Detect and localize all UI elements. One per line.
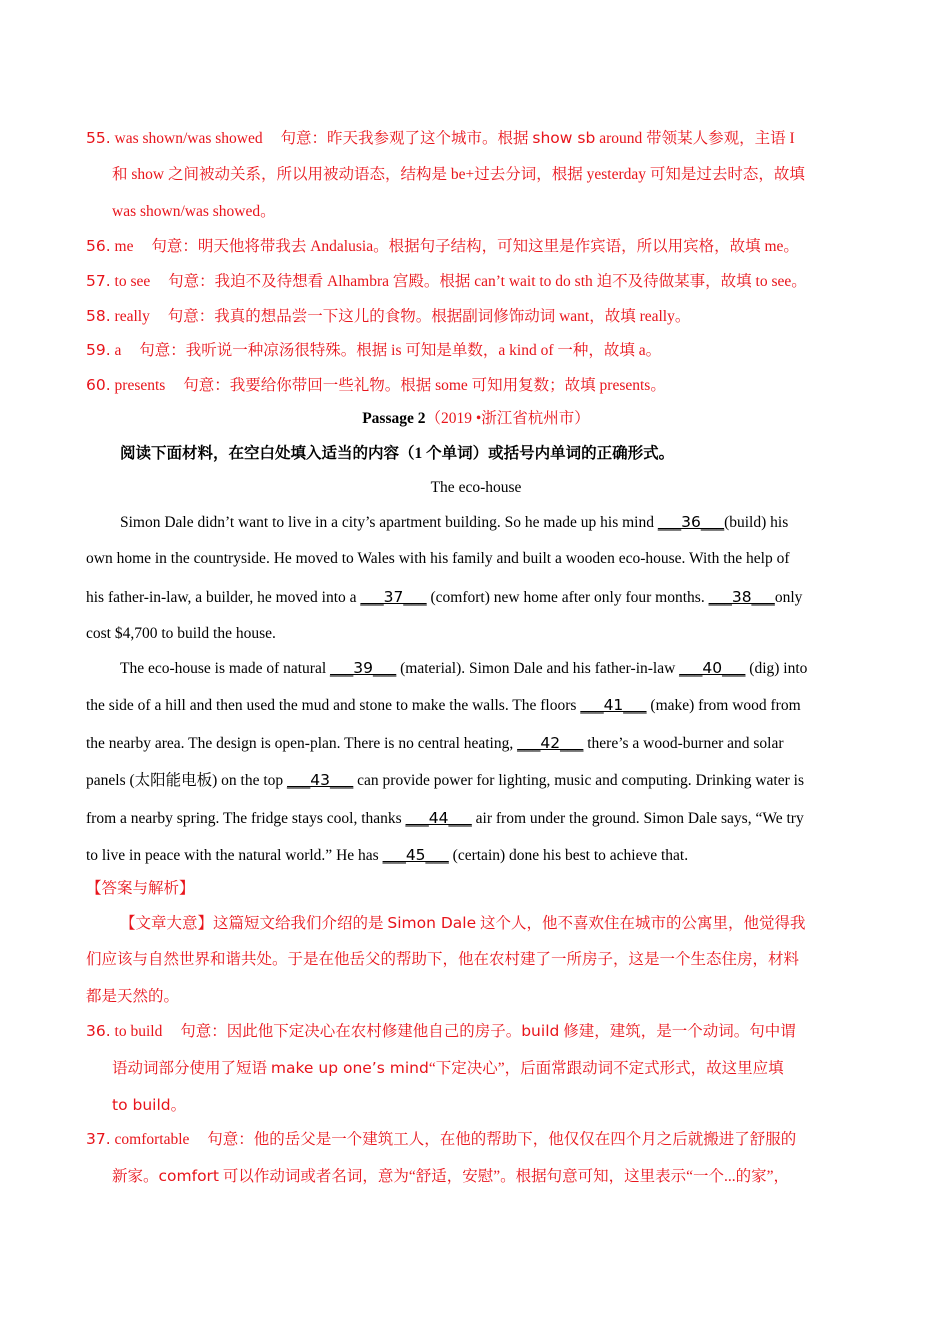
passage-text: there’s a wood-burner and solar: [583, 735, 784, 752]
answer-36-line-3: [112, 1095, 186, 1116]
answer-text: really: [114, 308, 150, 325]
answer-text: me: [114, 238, 134, 255]
summary-text: 【文章大意】这篇短文给我们介绍的是: [120, 915, 388, 932]
explanation-text: 句意：我迫不及待想看 Alhambra 宫殿。根据 can’t wait to do sth 迫不及待做某事，故填 to see。: [168, 273, 807, 290]
blank-41: ___41___: [580, 696, 647, 714]
explanation-text: 句意：我听说一种凉汤很特殊。根据 is 可知是单数，a kind of 一种，故填 a。: [139, 342, 662, 359]
phrase-text: show sb: [532, 129, 596, 147]
passage-text: (dig) into: [745, 660, 808, 677]
answer-text: comfortable: [114, 1131, 190, 1148]
summary-line-1: [120, 913, 806, 934]
passage-p1-line-3: [86, 587, 802, 608]
passage-p2-line-2: [86, 695, 801, 716]
answer-number: 57.: [86, 272, 111, 290]
answer-55-line-2: 和 show 之间被动关系，所以用被动语态，结构是 be+过去分词，根据 yesterday 可知是过去时态，故填: [112, 166, 805, 183]
passage-text: his father-in-law, a builder, he moved into a: [86, 589, 361, 606]
passage-text: (make) from wood from: [646, 697, 801, 714]
passage-text: (certain) done his best to achieve that.: [448, 847, 689, 864]
answer-text: to build: [114, 1023, 163, 1040]
answer-number: 58.: [86, 307, 111, 325]
answer-number: 60.: [86, 376, 111, 394]
explanation-text: 句意：我真的想品尝一下这儿的食物。根据副词修饰动词 want，故填 really。: [167, 308, 691, 325]
passage-p1-line-2: own home in the countryside. He moved to Wales with his family and built a wooden eco-house. With the help of: [86, 550, 790, 567]
explanation-text: 可以作动词或者名词，意为“舒适，安慰”。根据句意可知，这里表示“一个...的家”，: [219, 1168, 790, 1185]
blank-45: ___45___: [382, 846, 449, 864]
passage-p2-line-3: [86, 733, 784, 754]
explanation-text: 句意：因此他下定决心在农村修建他自己的房子。: [180, 1023, 522, 1040]
summary-text: 这个人，他不喜欢住在城市的公寓里，他觉得我: [476, 915, 806, 932]
answer-55-line-3: was shown/was showed。: [112, 203, 276, 220]
explanation-text: “下定决心”，后面常跟动词不定式形式，故这里应填: [428, 1060, 784, 1077]
explanation-text: 修建，建筑，是一个动词。句中谓: [559, 1023, 796, 1040]
explanation-text: around 带领某人参观，主语 I: [595, 130, 795, 147]
explanation-text: 新家。: [112, 1168, 159, 1185]
answer-60: [86, 375, 666, 396]
passage-text: only: [774, 589, 803, 606]
answer-text: a: [114, 342, 122, 359]
blank-42: ___42___: [517, 734, 584, 752]
passage-text: The eco-house is made of natural: [120, 660, 331, 677]
explanation-text: 。: [170, 1097, 187, 1114]
passage-text: (build) his: [724, 514, 789, 531]
blank-40: ___40___: [679, 659, 746, 677]
answer-text: presents: [114, 377, 166, 394]
blank-39: ___39___: [330, 659, 397, 677]
explanation-text: 语动词部分使用了短语: [112, 1060, 271, 1077]
summary-name: Simon Dale: [387, 914, 477, 932]
passage-text: (material). Simon Dale and his father-in-law: [396, 660, 680, 677]
passage-instruction: 阅读下面材料，在空白处填入适当的内容（1 个单词）或括号内单词的正确形式。: [120, 445, 675, 462]
passage-heading: The eco-house: [430, 479, 522, 496]
passage-text: (comfort) new home after only four months.: [426, 589, 709, 606]
answer-number: 55.: [86, 129, 111, 147]
passage-text: can provide power for lighting, music and computing. Drinking water is: [353, 772, 804, 789]
phrase-text: build: [521, 1022, 560, 1040]
blank-38: ___38___: [708, 588, 775, 606]
answer-text: was shown/was showed: [114, 130, 263, 147]
passage-text: air from under the ground. Simon Dale says, “We try: [471, 810, 804, 827]
passage-text: from a nearby spring. The fridge stays cool, thanks: [86, 810, 406, 827]
passage-title-label: Passage 2: [362, 410, 426, 427]
passage-p2-line-1: [120, 658, 807, 679]
passage-p2-line-6: [86, 845, 688, 866]
passage-text: panels (太阳能电板) on the top: [86, 772, 288, 789]
blank-37: ___37___: [360, 588, 427, 606]
passage-text: the nearby area. The design is open-plan. There is no central heating,: [86, 735, 518, 752]
summary-line-3: 都是天然的。: [86, 988, 180, 1005]
answer-37: [86, 1129, 796, 1150]
passage-title: [86, 409, 866, 429]
answer-number: 56.: [86, 237, 111, 255]
summary-line-2: 们应该与自然世界和谐共处。于是在他岳父的帮助下，他在农村建了一所房子，这是一个生态住房，材料: [86, 951, 800, 968]
phrase-text: comfort: [158, 1167, 220, 1185]
blank-36: ___36___: [657, 513, 725, 531]
passage-p2-line-4: [86, 770, 804, 791]
blank-43: ___43___: [287, 771, 354, 789]
answer-text: to see: [114, 273, 151, 290]
answer-56: [86, 236, 799, 257]
explanation-text: 句意：明天他将带我去 Andalusia。根据句子结构，可知这里是作宾语，所以用宾格，故填 me。: [151, 238, 799, 255]
answer-number: 37.: [86, 1130, 111, 1148]
explanation-text: 句意：昨天我参观了这个城市。根据: [280, 130, 533, 147]
answer-number: 59.: [86, 341, 111, 359]
answer-36-line-2: [112, 1058, 784, 1079]
passage-text: the side of a hill and then used the mud and stone to make the walls. The floors: [86, 697, 581, 714]
answer-number: 36.: [86, 1022, 111, 1040]
phrase-text: make up one’s mind: [270, 1059, 429, 1077]
passage-p1-line-1: [120, 512, 788, 533]
passage-p2-line-5: [86, 808, 804, 829]
phrase-text: to build: [112, 1096, 171, 1114]
answer-55: [86, 128, 795, 149]
passage-text: to live in peace with the natural world.” He has: [86, 847, 383, 864]
blank-44: ___44___: [405, 809, 472, 827]
explanation-text: 句意：他的岳父是一个建筑工人，在他的帮助下，他仅仅在四个月之后就搬进了舒服的: [207, 1131, 797, 1148]
passage-source: （2019 •浙江省杭州市）: [425, 410, 590, 427]
passage-text: Simon Dale didn’t want to live in a city’s apartment building. So he made up his mind: [120, 514, 658, 531]
answer-59: [86, 340, 661, 361]
answer-37-line-2: [112, 1166, 789, 1187]
explanation-text: 句意：我要给你带回一些礼物。根据 some 可知用复数；故填 presents。: [183, 377, 666, 394]
answer-58: [86, 306, 690, 327]
analysis-header: 【答案与解析】: [86, 880, 195, 897]
answer-57: [86, 271, 807, 292]
answer-36: [86, 1021, 796, 1042]
passage-p1-line-4: cost $4,700 to build the house.: [86, 625, 276, 642]
